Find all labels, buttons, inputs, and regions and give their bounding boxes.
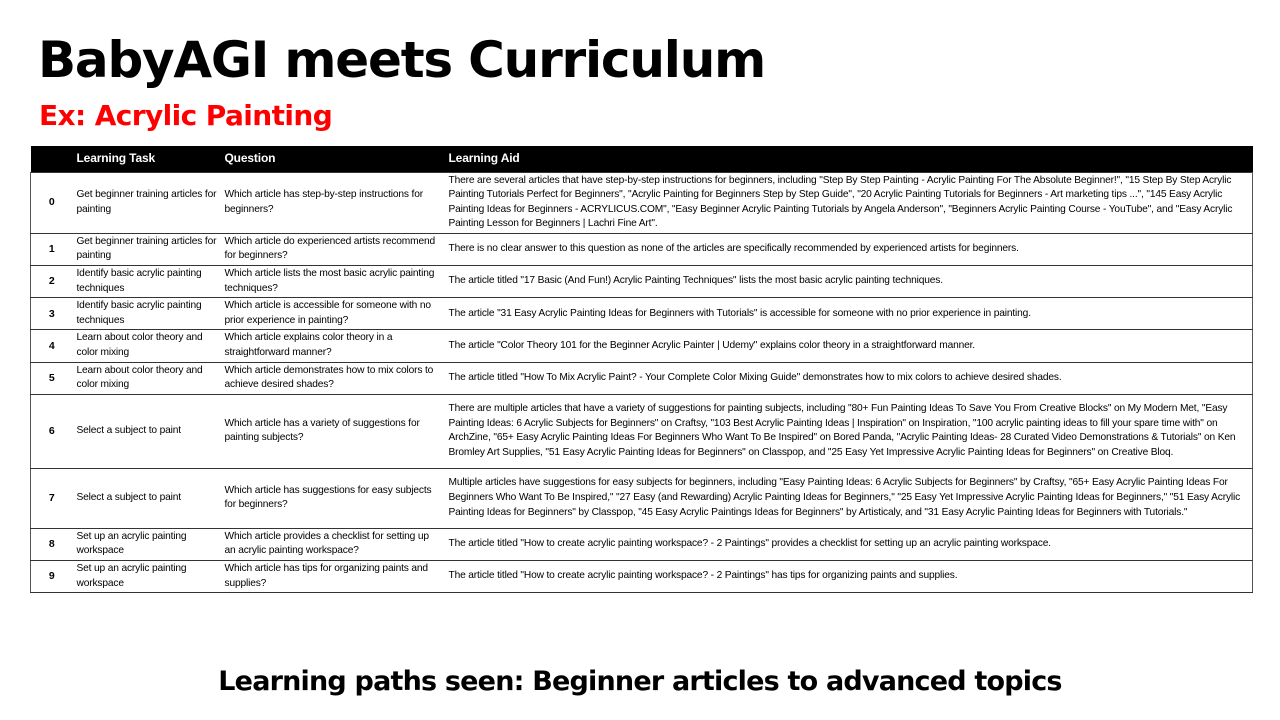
question-cell: Which article demonstrates how to mix colors to achieve desired shades?	[221, 362, 445, 394]
question-cell: Which article has step-by-step instructions for beginners?	[221, 172, 445, 233]
table-row	[31, 172, 1253, 233]
header-row	[31, 146, 1253, 172]
slide-subtitle: Ex: Acrylic Painting	[39, 99, 333, 132]
table-row	[31, 298, 1253, 330]
table-row	[31, 330, 1253, 362]
row-index: 2	[31, 266, 73, 298]
question-cell: Which article do experienced artists recommend for beginners?	[221, 233, 445, 265]
learning-task-cell: Learn about color theory and color mixing	[73, 362, 221, 394]
question-cell: Which article explains color theory in a straightforward manner?	[221, 330, 445, 362]
learning-task-cell: Learn about color theory and color mixing	[73, 330, 221, 362]
learning-task-cell: Select a subject to paint	[73, 394, 221, 468]
table-row	[31, 468, 1253, 528]
row-index: 9	[31, 561, 73, 593]
question-cell: Which article is accessible for someone with no prior experience in painting?	[221, 298, 445, 330]
curriculum-table	[30, 146, 1253, 593]
table-row	[31, 394, 1253, 468]
row-index: 6	[31, 394, 73, 468]
row-index: 0	[31, 172, 73, 233]
column-header-learning-task: Learning Task	[76, 151, 156, 166]
learning-aid-cell: There are several articles that have step-by-step instructions for beginners, including "Step By Step Painting - Acrylic Painting For The Absolute Beginner!", "15 Step By Step Acrylic Painting Tutorials Perfect for Beginners", "Acrylic Painting for Beginners Step by Step Guide", "20 Acrylic Painting Tutorials for Beginners - Art marketing tips ...", "145 Easy Acrylic Painting Ideas for Beginners - ACRYLICUS.COM", "Easy Beginner Acrylic Painting Tutorials by Angela Anderson", "Beginners Acrylic Painting Course - YouTube", and "Easy Acrylic Painting Lesson for Beginners | Lachri Fine Art".	[445, 172, 1253, 233]
learning-task-cell: Get beginner training articles for painting	[73, 172, 221, 233]
table-row	[31, 362, 1253, 394]
question-cell: Which article has tips for organizing paints and supplies?	[221, 561, 445, 593]
row-index: 5	[31, 362, 73, 394]
learning-aid-cell: Multiple articles have suggestions for easy subjects for beginners, including "Easy Painting Ideas: 6 Acrylic Subjects for Beginners" by Craftsy, "65+ Easy Acrylic Painting Ideas For Beginners Who Want To Be Inspired," "27 Easy (and Rewarding) Acrylic Painting Ideas for Beginners," "25 Easy Yet Impressive Acrylic Painting Ideas for Beginners," "51 Easy Acrylic Painting Ideas for Beginners" by Classpop, "45 Easy Acrylic Paintings Ideas for Beginners" by Artisticaly, and "31 Easy Acrylic Painting Ideas for Beginners with Tutorials."	[445, 468, 1253, 528]
column-header-learning-aid: Learning Aid	[448, 151, 520, 166]
learning-aid-cell: There is no clear answer to this question as none of the articles are specifically recommended by experienced artists for beginners.	[445, 233, 1253, 265]
learning-aid-cell: There are multiple articles that have a variety of suggestions for painting subjects, including "80+ Fun Painting Ideas To Save You From Creative Blocks" on My Modern Met, "Easy Painting Ideas: 6 Acrylic Subjects for Beginners" on Craftsy, "103 Best Acrylic Painting Ideas | Inspiration" on Inspiration, "100 acrylic painting ideas to fill your spare time with" on ArchZine, "65+ Easy Acrylic Painting Ideas For Beginners Who Want To Be Inspired" on Bored Panda, "Acrylic Painting Ideas- 28 Curated Video Demonstrations & Tutorials" on Ken Bromley Art Supplies, "51 Easy Acrylic Painting Ideas for Beginners" on Classpop, and "25 Easy Yet Impressive Acrylic Painting Ideas for Beginners" on Creative Bloq.	[445, 394, 1253, 468]
learning-aid-cell: The article titled "17 Basic (And Fun!) Acrylic Painting Techniques" lists the most basic acrylic painting techniques.	[445, 266, 1253, 298]
table-row	[31, 233, 1253, 265]
table-body	[31, 172, 1253, 593]
question-cell: Which article has suggestions for easy subjects for beginners?	[221, 468, 445, 528]
learning-aid-cell: The article "Color Theory 101 for the Beginner Acrylic Painter | Udemy" explains color theory in a straightforward manner.	[445, 330, 1253, 362]
question-cell: Which article has a variety of suggestions for painting subjects?	[221, 394, 445, 468]
question-cell: Which article lists the most basic acrylic painting techniques?	[221, 266, 445, 298]
row-index: 7	[31, 468, 73, 528]
learning-task-cell: Identify basic acrylic painting techniques	[73, 266, 221, 298]
learning-task-cell: Select a subject to paint	[73, 468, 221, 528]
table-row	[31, 561, 1253, 593]
table-header	[31, 146, 1253, 172]
column-header-question: Question	[224, 151, 276, 166]
slide-footer-caption: Learning paths seen: Beginner articles to advanced topics	[218, 666, 1062, 697]
learning-task-cell: Set up an acrylic painting workspace	[73, 561, 221, 593]
table-row	[31, 528, 1253, 560]
learning-aid-cell: The article titled "How to create acrylic painting workspace? - 2 Paintings" provides a checklist for setting up an acrylic painting workspace.	[445, 528, 1253, 560]
row-index: 8	[31, 528, 73, 560]
learning-aid-cell: The article "31 Easy Acrylic Painting Ideas for Beginners with Tutorials" is accessible for someone with no prior experience in painting.	[445, 298, 1253, 330]
column-header-index	[31, 146, 73, 172]
learning-task-cell: Identify basic acrylic painting techniques	[73, 298, 221, 330]
learning-task-cell: Set up an acrylic painting workspace	[73, 528, 221, 560]
slide-title: BabyAGI meets Curriculum	[38, 31, 765, 89]
table-row	[31, 266, 1253, 298]
learning-aid-cell: The article titled "How to create acrylic painting workspace? - 2 Paintings" has tips for organizing paints and supplies.	[445, 561, 1253, 593]
row-index: 3	[31, 298, 73, 330]
row-index: 1	[31, 233, 73, 265]
row-index: 4	[31, 330, 73, 362]
learning-task-cell: Get beginner training articles for painting	[73, 233, 221, 265]
learning-aid-cell: The article titled "How To Mix Acrylic Paint? - Your Complete Color Mixing Guide" demonstrates how to mix colors to achieve desired shades.	[445, 362, 1253, 394]
question-cell: Which article provides a checklist for setting up an acrylic painting workspace?	[221, 528, 445, 560]
